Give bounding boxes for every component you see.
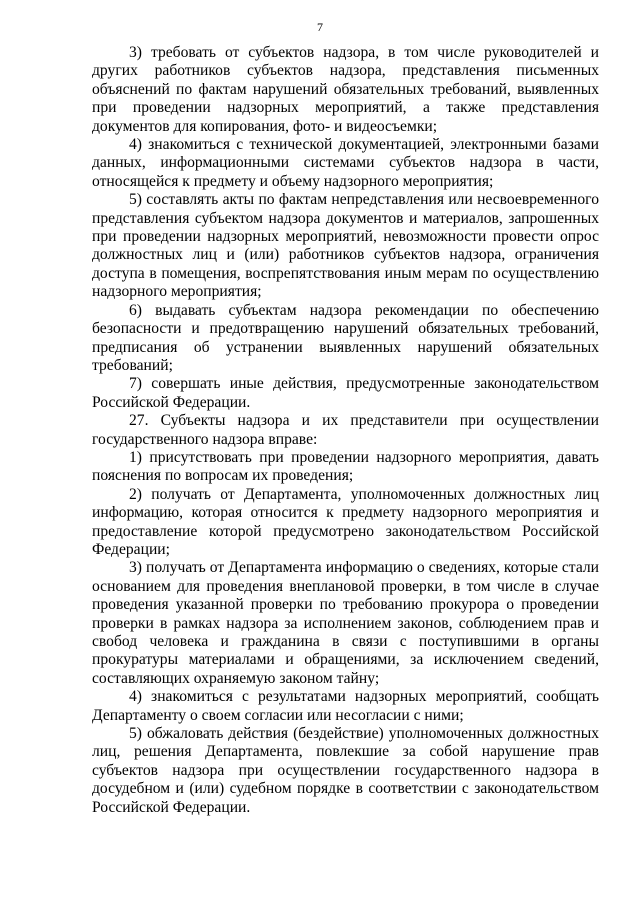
paragraph-item-4: 4) знакомиться с технической документацией, электронными базами данных, информационными системами субъектов надзора в части, относящейся к предмету и объему надзорного мероприятия; [92,136,599,190]
paragraph-item-5: 5) составлять акты по фактам непредставления или несвоевременного представления субъектом надзора документов и материалов, запрошенных при проведении надзорных мероприятий, невозможности провести опрос должностных лиц и (или) работников субъектов надзора, ограничения доступа в помещения, воспрепятствования иным мерам по осуществлению надзорного мероприятия; [92,191,599,301]
paragraph-right-4: 4) знакомиться с результатами надзорных мероприятий, сообщать Департаменту о своем согласии или несогласии с ними; [92,688,599,724]
paragraph-right-5: 5) обжаловать действия (бездействие) уполномоченных должностных лиц, решения Департамента, повлекшие за собой нарушение прав субъектов надзора при осуществлении государственного надзора в досудебном и (или) судебном порядке в соответствии с законодательством Российской Федерации. [92,725,599,816]
document-body [92,44,599,817]
paragraph-item-3: 3) требовать от субъектов надзора, в том числе руководителей и других работников субъектов надзора, представления письменных объяснений по фактам нарушений обязательных требований, выявленных при проведении надзорных мероприятий, а также представления документов для копирования, фото- и видеосъемки; [92,44,599,135]
page-number: 7 [317,20,323,34]
paragraph-right-1: 1) присутствовать при проведении надзорного мероприятия, давать пояснения по вопросам их проведения; [92,448,599,485]
paragraph-clause-27: 27. Субъекты надзора и их представители при осуществлении государственного надзора вправе: [92,412,599,448]
paragraph-right-2: 2) получать от Департамента, уполномоченных должностных лиц информацию, которая относится к предмету надзорного мероприятия и предоставление которой предусмотрено законодательством Российской Федерации; [92,485,599,558]
paragraph-right-3: 3) получать от Департамента информацию о сведениях, которые стали основанием для проведения внеплановой проверки, в том числе в случае проведения указанной проверки по требованию прокурора о проведении проверки в рамках надзора за исполнением законов, соблюдением прав и свобод человека и гражданина в связи с поступившими в органы прокуратуры материалами и обращениями, за исключением сведений, составляющих охраняемую законом тайну; [92,559,599,687]
paragraph-item-6: 6) выдавать субъектам надзора рекомендации по обеспечению безопасности и предотвращению нарушений обязательных требований, предписания об устранении выявленных нарушений обязательных требований; [92,301,599,374]
paragraph-item-7: 7) совершать иные действия, предусмотренные законодательством Российской Федерации. [92,375,599,411]
